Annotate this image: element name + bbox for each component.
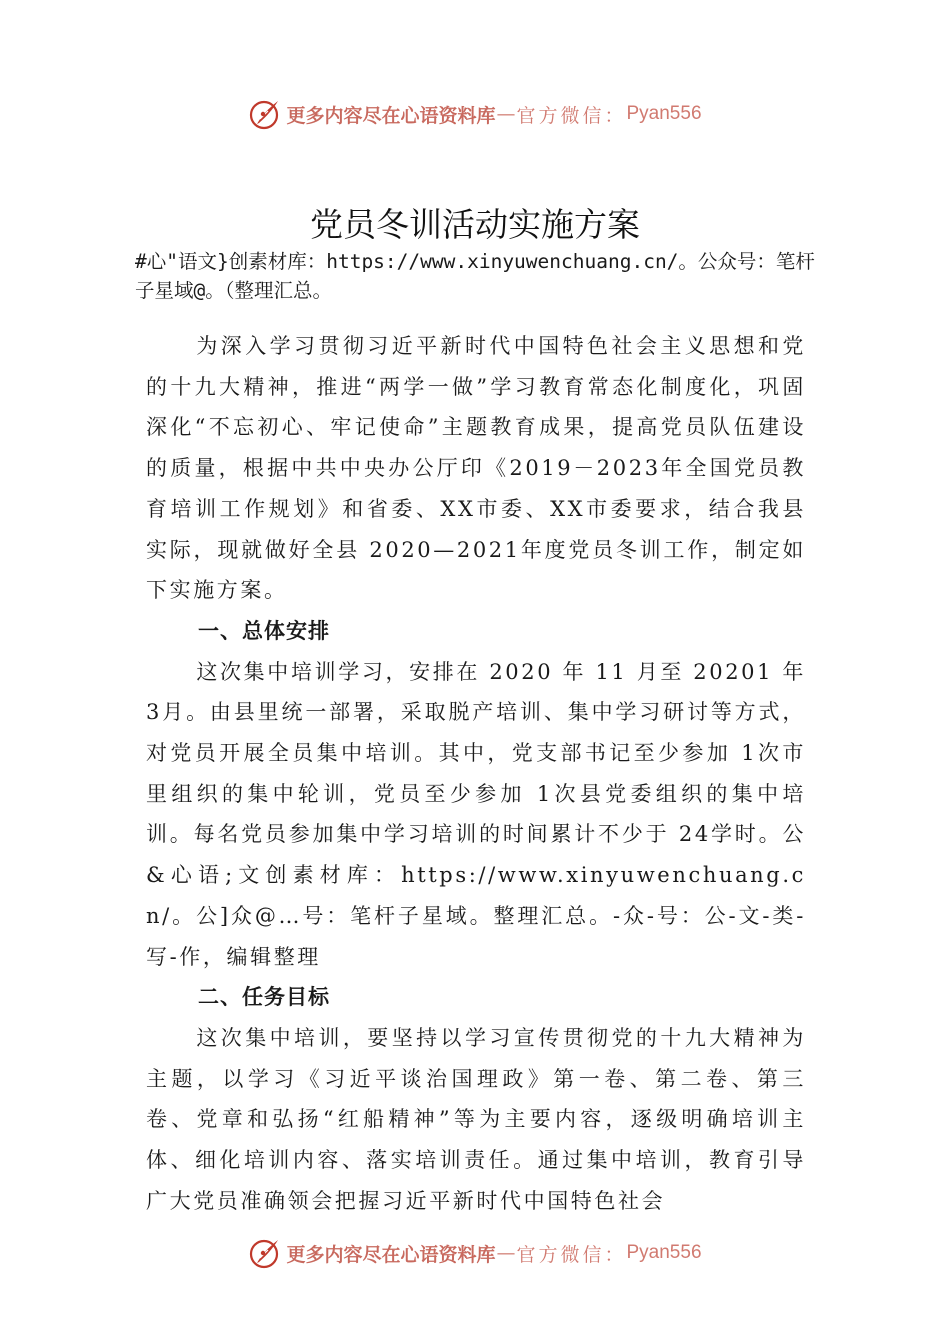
watermark-wechat-id: Pyan556 [626,1242,702,1263]
header-watermark [0,94,950,134]
paragraph-goals: 这次集中培训，要坚持以学习宣传贯彻党的十九大精神为主题，以学习《习近平谈治国理政》第一卷、第二卷、第三卷、党章和弘扬“红船精神”等为主要内容，逐级明确培训主体、细化培训内容、落实培训责任。通过集中培训，教育引导广大党员准确领会把握习近平新时代中国特色社会 [146,1025,806,1213]
watermark-dash: — [496,1242,516,1264]
watermark-dash: — [496,103,516,125]
watermark-main-text: 更多内容尽在心语资料库 [286,1243,496,1266]
watermark-official-label: 官方微信： [516,104,627,127]
quill-logo-icon [248,97,282,131]
paragraph-arrangement: 这次集中培训学习，安排在 2020 年 11 月至 20201 年3月。由县里统一部署，采取脱产培训、集中学习研讨等方式， 对党员开展全员集中培训。其中，党支部书记至少参加 1次市里组织的集中轮训，党员至少参加 1次县党委组织的集中培训。每名党员参加集中学习培训的时间累计不少于 24学时。公&心语;文创素材库：https://www.xinyuwenchuang.cn/。公]众@…号：笔杆子星域。整理汇总。-众-号：公-文-类-写-作，编辑整理 [146,659,806,969]
watermark-official-label: 官方微信： [516,1243,627,1266]
section-heading-task-goals: 二、任务目标 [198,985,330,1010]
source-note: #心"语文}创素材库：https://www.xinyuwenchuang.cn/。公众号：笔杆子星域@。（整理汇总。 [135,250,815,302]
watermark-main-text: 更多内容尽在心语资料库 [286,104,496,127]
footer-watermark [0,1233,950,1273]
watermark-wechat-id: Pyan556 [626,103,702,124]
paragraph-intro: 为深入学习贯彻习近平新时代中国特色社会主义思想和党的十九大精神，推进“两学一做”学习教育常态化制度化，巩固深化“不忘初心、牢记使命”主题教育成果，提高党员队伍建设的质量，根据中共中央办公厅印《2019－2023年全国党员教育培训工作规划》和省委、XX市委、XX市委要求，结合我县实际，现就做好全县 2020—2021年度党员冬训工作，制定如下实施方案。 [146,334,806,603]
document-title: 党员冬训活动实施方案 [310,205,640,244]
quill-logo-icon [248,1236,282,1270]
document-body [146,326,806,1221]
section-heading-overall-arrangement: 一、总体安排 [198,618,330,643]
